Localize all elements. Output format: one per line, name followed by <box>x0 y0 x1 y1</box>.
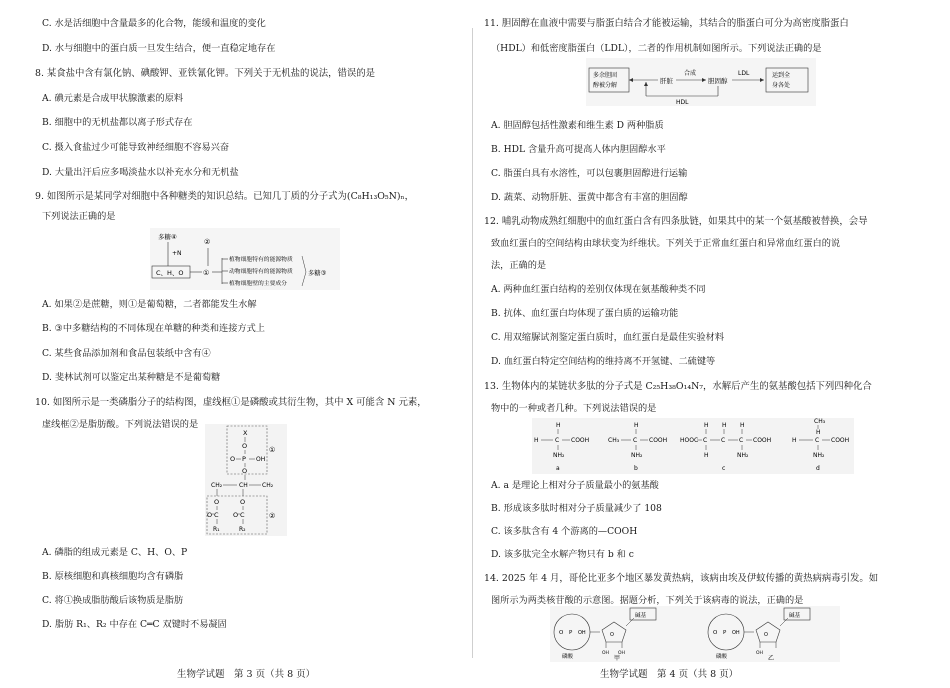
q12-stem-2: 致血红蛋白的空间结构由球状变为纤维状。下列关于正常血红蛋白和异常血红蛋白的说 <box>491 238 841 249</box>
q8-stem: 8. 某食盐中含有氯化钠、碘酸钾、亚铁氰化钾。下列关于无机盐的说法，错误的是 <box>35 68 376 79</box>
o-label: O <box>559 630 564 636</box>
cooh-label: COOH <box>753 437 772 444</box>
phosphorus-label: P <box>242 455 246 463</box>
oxygen-label: O <box>230 455 236 463</box>
ch3-top-label: CH₃ <box>814 418 826 425</box>
q10-option-d: D. 脂肪 R₁、R₂ 中存在 C═C 双键时不易凝固 <box>42 619 227 630</box>
nucleotide-diagram <box>550 606 840 662</box>
label-jia: 甲 <box>614 655 621 662</box>
c-label: C <box>555 437 560 444</box>
ch2-right-label: CH₂ <box>262 482 274 489</box>
q11-stem-1: 11. 胆固醇在血液中需要与脂蛋白结合才能被运输，其结合的脂蛋白可分为高密度脂蛋白 <box>484 18 849 29</box>
right-box-line-2: 身各处 <box>772 82 791 89</box>
cell-wall-label: 植物细胞壁的主要成分 <box>229 281 287 287</box>
cooh-label: COOH <box>649 437 668 444</box>
label-yi: 乙 <box>768 655 775 662</box>
q7-option-d: D. 水与细胞中的蛋白质一旦发生结合，便一直稳定地存在 <box>42 43 276 54</box>
cholesterol-transport-diagram <box>586 58 816 106</box>
q10-stem-2: 虚线框②是脂肪酸。下列说法错误的是 <box>42 419 199 430</box>
c-label: C <box>721 437 726 444</box>
hdl-label: HDL <box>676 99 689 106</box>
left-box-line-1: 多余胆固 <box>593 72 618 79</box>
elements-label: C、H、O <box>156 269 184 277</box>
ch3-label: CH₃ <box>608 437 620 444</box>
q14-stem-1: 14. 2025 年 4 月，哥伦比亚多个地区暴发黄热病，该病由埃及伊蚊传播的黄热病病毒引发。如 <box>484 573 879 584</box>
polysaccharide-4-label: 多糖④ <box>158 233 177 241</box>
q13-stem-1: 13. 生物体内的某链状多肽的分子式是 C₂₅H₃₈O₁₄N₇，水解后产生的氨基酸包括下列四种化合 <box>484 381 872 392</box>
q9-option-d: D. 斐林试剂可以鉴定出某种糖是不是葡萄糖 <box>42 372 221 383</box>
hooc-label: HOOC <box>680 437 699 444</box>
right-box-line-1: 运到全 <box>772 72 791 79</box>
p-label: P <box>723 630 727 636</box>
oh-label: OH <box>578 630 586 636</box>
page-4-footer: 生物学试题 第 4 页（共 8 页） <box>600 669 739 680</box>
page-divider <box>472 28 473 658</box>
c-label: C <box>739 437 744 444</box>
q9-option-b: B. ③中多糖结构的不同体现在单糖的种类和连接方式上 <box>42 323 265 334</box>
phosphate-label: 磷酸 <box>562 654 574 660</box>
q8-option-a: A. 碘元素是合成甲状腺激素的原料 <box>42 93 184 104</box>
oxygen-label: O <box>214 498 220 506</box>
q13-option-d: D. 该多肽完全水解产物只有 b 和 c <box>491 549 634 560</box>
plant-energy-label: 植物细胞特有的能源物质 <box>229 257 293 263</box>
base-label: 碱基 <box>789 613 801 619</box>
left-page <box>0 0 470 688</box>
h-label: H <box>634 422 639 429</box>
ch-label: CH <box>239 482 248 489</box>
nh2-label: NH₂ <box>813 452 825 459</box>
q12-option-c: C. 用双缩脲试剂鉴定蛋白质时，血红蛋白是最佳实验材料 <box>491 332 725 343</box>
h-label: H <box>792 437 797 444</box>
right-page <box>474 0 950 688</box>
box-1-label: ① <box>269 446 276 454</box>
q13-option-a: A. a 是理论上相对分子质量最小的氨基酸 <box>491 480 659 491</box>
nh2-label: NH₂ <box>631 452 643 459</box>
phosphate-label: 磷酸 <box>716 654 728 660</box>
label-a: a <box>556 465 560 472</box>
q8-option-b: B. 细胞中的无机盐都以离子形式存在 <box>42 117 193 128</box>
hydroxyl-label: OH <box>256 456 266 463</box>
o-label: O <box>713 630 718 636</box>
h-label: H <box>556 422 561 429</box>
q12-stem-1: 12. 哺乳动物成熟红细胞中的血红蛋白含有四条肽链，如果其中的某一个氨基酸被替换，会导 <box>484 216 868 227</box>
q13-option-b: B. 形成该多肽时相对分子质量减少了 108 <box>491 503 662 514</box>
q14-stem-2: 图所示为两类核苷酸的示意图。据题分析，下列关于该病毒的说法，正确的是 <box>491 595 804 606</box>
oh-label: OH <box>618 651 625 656</box>
nh2-label: NH₂ <box>553 452 565 459</box>
left-box-line-2: 醇被分解 <box>593 82 618 89</box>
oxygen-label: O <box>242 467 248 475</box>
c-label: C <box>815 437 820 444</box>
x-group-label: X <box>243 429 248 437</box>
liver-label: 肝脏 <box>660 77 673 85</box>
q11-option-a: A. 胆固醇包括性激素和维生素 D 两种脂质 <box>491 120 664 131</box>
q10-option-a: A. 磷脂的组成元素是 C、H、O、P <box>42 547 188 558</box>
q11-stem-2: （HDL）和低密度脂蛋白（LDL），二者的作用机制如图所示。下列说法正确的是 <box>491 43 822 54</box>
ch2-left-label: CH₂ <box>211 482 223 489</box>
oh-label: OH <box>732 630 740 636</box>
oh-label: OH <box>756 651 763 656</box>
carbon-label: C <box>240 511 245 519</box>
label-d: d <box>816 465 820 472</box>
c-label: C <box>703 437 708 444</box>
q9-option-a: A. 如果②是蔗糖，则①是葡萄糖，二者都能发生水解 <box>42 299 257 310</box>
q12-option-b: B. 抗体、血红蛋白均体现了蛋白质的运输功能 <box>491 308 679 319</box>
q10-stem-1: 10. 如图所示是一类磷脂分子的结构图，虚线框①是磷酸或其衍生物，其中 X 可能含 N 元素， <box>35 397 427 408</box>
q13-option-c: C. 该多肽含有 4 个游离的—COOH <box>491 526 638 537</box>
p-label: P <box>569 630 573 636</box>
q8-option-d: D. 大量出汗后应多喝淡盐水以补充水分和无机盐 <box>42 167 239 178</box>
label-b: b <box>634 465 638 472</box>
o-label: O <box>610 632 614 638</box>
polysaccharide-3-label: 多糖③ <box>308 270 327 277</box>
q11-option-d: D. 蔬菜、动物肝脏、蛋黄中都含有丰富的胆固醇 <box>491 192 688 203</box>
disaccharide-2-label: ② <box>204 238 211 246</box>
q11-option-c: C. 脂蛋白具有水溶性，可以包裹胆固醇进行运输 <box>491 168 688 179</box>
oxygen-label: O <box>242 442 248 450</box>
box-2-label: ② <box>269 512 276 520</box>
q12-option-d: D. 血红蛋白特定空间结构的维持离不开氢键、二硫键等 <box>491 356 716 367</box>
monosaccharide-1-label: ① <box>203 269 210 277</box>
o-label: O <box>764 632 768 638</box>
oh-label: OH <box>602 651 609 656</box>
cooh-label: COOH <box>831 437 850 444</box>
q7-option-c: C. 水是活细胞中含量最多的化合物，能缓和温度的变化 <box>42 18 266 29</box>
oxygen-label: O <box>240 498 246 506</box>
q10-option-b: B. 原核细胞和真核细胞均含有磷脂 <box>42 571 184 582</box>
q9-stem-2: 下列说法正确的是 <box>42 211 116 222</box>
carbon-label: C <box>214 511 219 519</box>
h-label: H <box>740 422 745 429</box>
synthesis-label: 合成 <box>684 70 697 77</box>
q9-stem-1: 9. 如图所示是某同学对细胞中各种糖类的知识总结。已知几丁质的分子式为(C₈H₁₃O₅N)ₙ， <box>35 191 414 202</box>
phospholipid-structure-diagram <box>205 424 287 536</box>
c-label: C <box>633 437 638 444</box>
nitrogen-label: +N <box>172 250 182 257</box>
h-label: H <box>722 422 727 429</box>
oxygen-label: O <box>207 511 213 519</box>
cooh-label: COOH <box>571 437 590 444</box>
r1-label: R₁ <box>213 526 220 533</box>
q12-option-a: A. 两种血红蛋白结构的差别仅体现在氨基酸种类不同 <box>491 284 706 295</box>
ldl-label: LDL <box>738 70 750 77</box>
r2-label: R₂ <box>239 526 246 533</box>
q10-option-c: C. 将①换成脂肪酸后该物质是脂肪 <box>42 595 184 606</box>
h-label: H <box>816 429 821 436</box>
sugar-classification-diagram <box>150 228 340 290</box>
q8-option-c: C. 摄入食盐过少可能导致神经细胞不容易兴奋 <box>42 142 230 153</box>
nh2-label: NH₂ <box>737 452 749 459</box>
h-label: H <box>704 452 709 459</box>
cholesterol-label: 胆固醇 <box>708 77 728 85</box>
oxygen-label: O <box>233 511 239 519</box>
h-label: H <box>534 437 539 444</box>
base-label: 碱基 <box>635 613 647 619</box>
q9-option-c: C. 某些食品添加剂和食品包装纸中含有④ <box>42 348 211 359</box>
animal-energy-label: 动物细胞特有的能源物质 <box>229 269 293 275</box>
label-c: c <box>722 465 726 472</box>
q11-option-b: B. HDL 含量升高可提高人体内胆固醇水平 <box>491 144 666 155</box>
amino-acid-structures <box>532 418 854 474</box>
h-label: H <box>704 422 709 429</box>
q12-stem-3: 法，正确的是 <box>491 260 547 271</box>
q13-stem-2: 物中的一种或者几种。下列说法错误的是 <box>491 403 657 414</box>
page-3-footer: 生物学试题 第 3 页（共 8 页） <box>177 669 316 680</box>
